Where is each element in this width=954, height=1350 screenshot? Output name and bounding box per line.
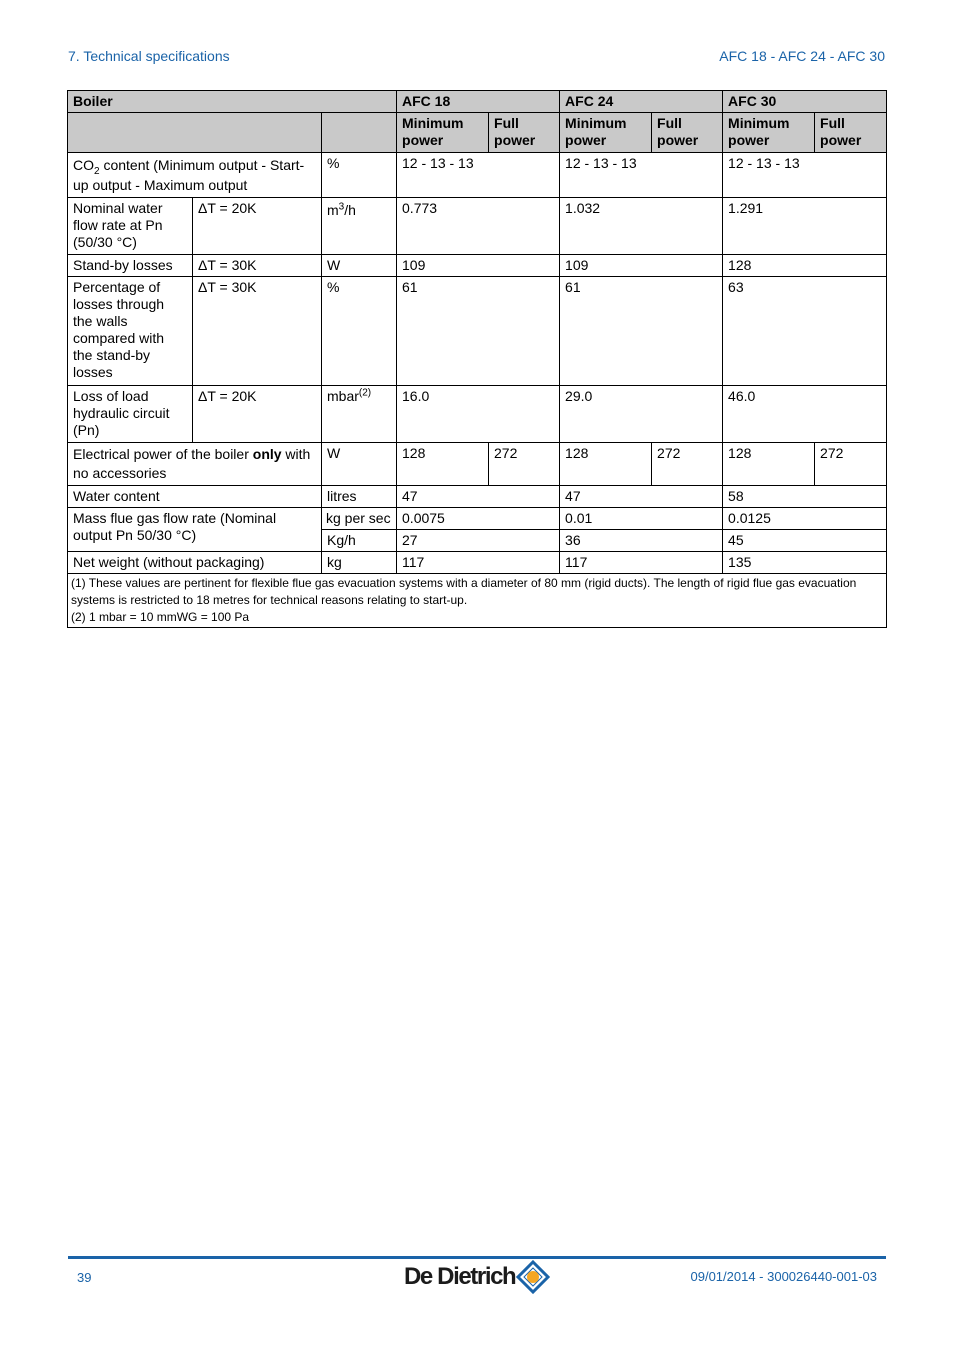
col-header-afc18: AFC 18 (397, 91, 560, 113)
table-row (68, 255, 887, 277)
elec-label-text: Electrical power of the boiler (73, 446, 253, 462)
row-unit: W (322, 443, 397, 486)
document-reference: 09/01/2014 - 300026440-001-03 (690, 1269, 877, 1284)
footnote-2: (2) 1 mbar = 10 mmWG = 100 Pa (71, 610, 250, 624)
unit-text: mbar (327, 388, 359, 404)
table-row (68, 386, 887, 443)
unit-superscript: 3 (338, 201, 345, 213)
cell-value: 12 - 13 - 13 (397, 153, 560, 198)
col-header-afc30: AFC 30 (723, 91, 887, 113)
row-unit: kg (322, 552, 397, 574)
row-label-flow: Nominal water flow rate at Pn (50/30 °C) (68, 198, 193, 255)
cell-value: 117 (560, 552, 723, 574)
footer-divider (68, 1256, 886, 1259)
cell-value: 45 (723, 530, 887, 552)
subheader-min-power: Minimum power (560, 113, 652, 153)
cell-value: 117 (397, 552, 560, 574)
page-number: 39 (77, 1270, 92, 1285)
row-unit: kg per sec (322, 508, 397, 530)
table-row (68, 153, 887, 198)
cell-value: 61 (560, 277, 723, 386)
cell-value: 272 (489, 443, 560, 486)
row-label-standby: Stand-by losses (68, 255, 193, 277)
table-notes (68, 574, 887, 628)
cell-value: 27 (397, 530, 560, 552)
row-unit (322, 386, 397, 443)
cell-value: 12 - 13 - 13 (560, 153, 723, 198)
cell-value: 109 (397, 255, 560, 277)
elec-label-rest: with no accessories (73, 446, 311, 481)
section-title: 7. Technical specifications (68, 48, 230, 64)
cell-value: 272 (815, 443, 887, 486)
unit-text-rest: /h (344, 202, 356, 218)
row-unit: % (322, 277, 397, 386)
row-label-water: Water content (68, 486, 322, 508)
cell-value: 135 (723, 552, 887, 574)
subheader-min-power: Minimum power (723, 113, 815, 153)
cell-value: 47 (397, 486, 560, 508)
unit-text: m (327, 202, 339, 218)
row-unit: litres (322, 486, 397, 508)
table-row (68, 443, 887, 486)
brand-logo (404, 1260, 550, 1294)
row-label-walls: Percentage of losses through the walls compared with the stand-by losses (68, 277, 193, 386)
subheader-full-power: Full power (815, 113, 887, 153)
col-header-afc24: AFC 24 (560, 91, 723, 113)
cell-value: 58 (723, 486, 887, 508)
co2-label-text: CO (73, 157, 94, 173)
cell-value: 61 (397, 277, 560, 386)
row-label-load: Loss of load hydraulic circuit (Pn) (68, 386, 193, 443)
col-header-boiler: Boiler (68, 91, 397, 113)
cell-value: 1.032 (560, 198, 723, 255)
cell-value: 109 (560, 255, 723, 277)
row-label-co2 (68, 153, 322, 198)
row-label-mass: Mass flue gas flow rate (Nominal output Pn 50/30 °C) (68, 508, 322, 552)
row-unit: W (322, 255, 397, 277)
subheader-min-power: Minimum power (397, 113, 489, 153)
brand-name: De Dietrich (404, 1263, 516, 1290)
table-row (68, 486, 887, 508)
elec-label-bold: only (252, 446, 282, 462)
subheader-unit-blank (322, 113, 397, 153)
notes-row (68, 574, 887, 628)
table-row (68, 198, 887, 255)
diamond-logo-icon (516, 1260, 550, 1294)
row-condition: ΔT = 30K (193, 277, 322, 386)
cell-value: 128 (560, 443, 652, 486)
subheader-row (68, 113, 887, 153)
footnote-1: (1) These values are pertinent for flexible flue gas evacuation systems with a diameter of 80 mm (rigid ducts). The length of rigid flue gas evacuation systems is restricted to 18 metres for technical reasons relating to start-up. (71, 576, 857, 607)
co2-subscript: 2 (94, 165, 100, 177)
cell-value: 0.0125 (723, 508, 887, 530)
cell-value: 0.773 (397, 198, 560, 255)
cell-value: 47 (560, 486, 723, 508)
row-unit: % (322, 153, 397, 198)
row-condition: ΔT = 20K (193, 386, 322, 443)
cell-value: 0.0075 (397, 508, 560, 530)
subheader-full-power: Full power (489, 113, 560, 153)
cell-value: 0.01 (560, 508, 723, 530)
cell-value: 128 (397, 443, 489, 486)
cell-value: 46.0 (723, 386, 887, 443)
row-unit: Kg/h (322, 530, 397, 552)
cell-value: 29.0 (560, 386, 723, 443)
cell-value: 128 (723, 255, 887, 277)
row-unit (322, 198, 397, 255)
co2-label-rest: content (Minimum output - Start-up output - Maximum output (73, 157, 305, 193)
subheader-blank (68, 113, 322, 153)
header-row (68, 91, 887, 113)
cell-value: 36 (560, 530, 723, 552)
cell-value: 16.0 (397, 386, 560, 443)
row-label-elec (68, 443, 322, 486)
table-row (68, 277, 887, 386)
table-row (68, 508, 887, 530)
cell-value: 272 (652, 443, 723, 486)
unit-footnote-ref: (2) (358, 387, 372, 399)
row-condition: ΔT = 30K (193, 255, 322, 277)
subheader-full-power: Full power (652, 113, 723, 153)
cell-value: 12 - 13 - 13 (723, 153, 887, 198)
cell-value: 63 (723, 277, 887, 386)
cell-value: 128 (723, 443, 815, 486)
table-row (68, 552, 887, 574)
row-label-weight: Net weight (without packaging) (68, 552, 322, 574)
model-range: AFC 18 - AFC 24 - AFC 30 (719, 48, 885, 64)
row-condition: ΔT = 20K (193, 198, 322, 255)
technical-spec-table (67, 90, 887, 628)
cell-value: 1.291 (723, 198, 887, 255)
